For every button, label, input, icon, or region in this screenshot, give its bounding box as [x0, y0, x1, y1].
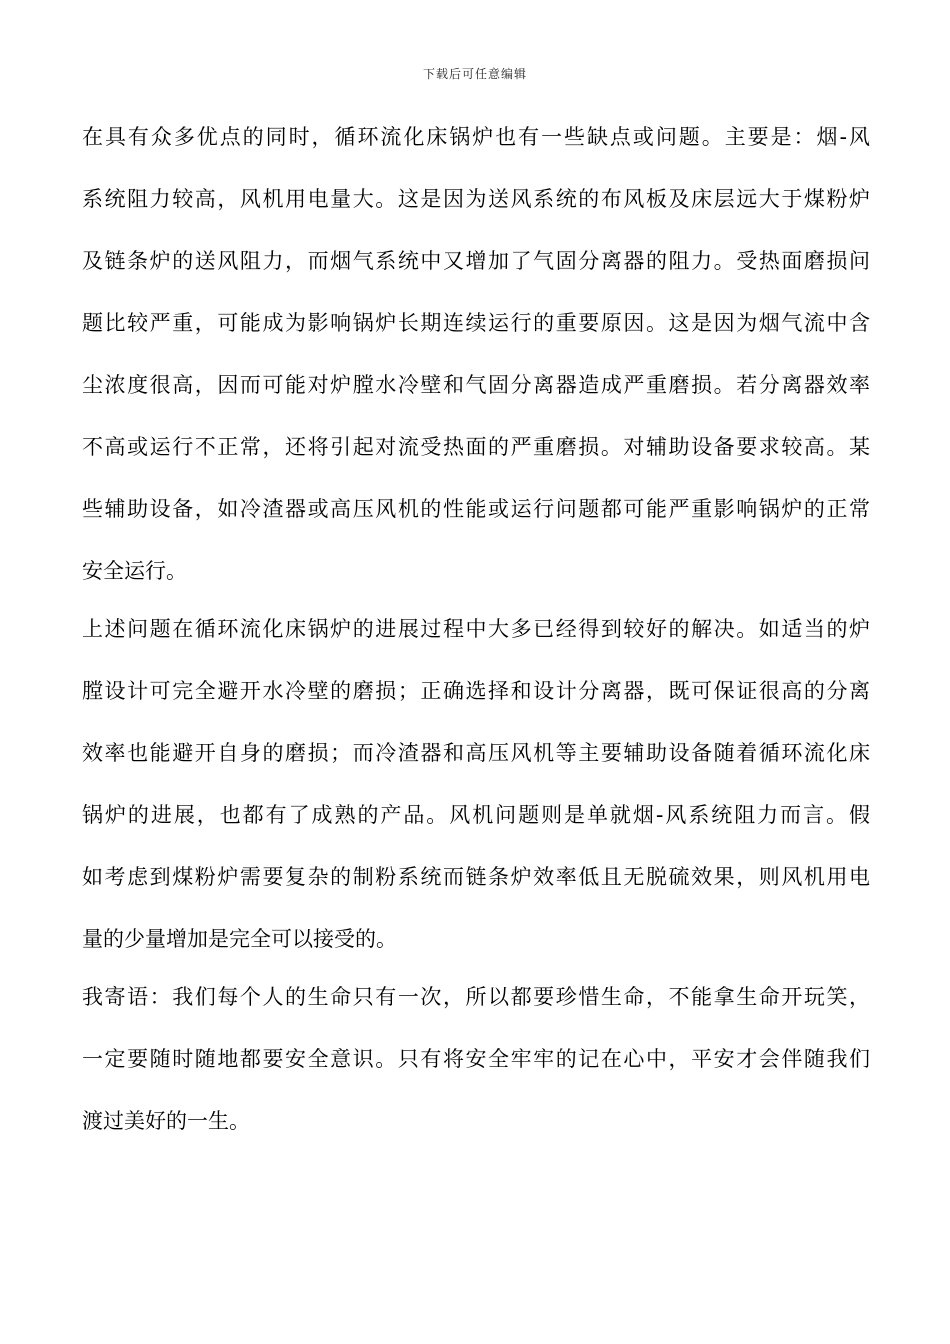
paragraph-line: 渡过美好的一生。 — [82, 1109, 250, 1133]
paragraph-line: 量的少量增加是完全可以接受的。 — [82, 927, 397, 951]
paragraph-line: 上述问题在循环流化床锅炉的进展过程中大多已经得到较好的解决。如适当的炉 — [82, 617, 870, 641]
paragraph-3 — [82, 966, 870, 1152]
paragraph-line: 效率也能避开自身的磨损；而冷渣器和高压风机等主要辅助设备随着循环流化床 — [82, 741, 870, 765]
paragraph-line: 安全运行。 — [82, 559, 187, 583]
paragraph-line: 如考虑到煤粉炉需要复杂的制粉系统而链条炉效率低且无脱硫效果，则风机用电 — [82, 865, 870, 889]
paragraph-line: 不高或运行不正常，还将引起对流受热面的严重磨损。对辅助设备要求较高。某 — [82, 435, 870, 459]
paragraph-line: 及链条炉的送风阻力，而烟气系统中又增加了气固分离器的阻力。受热面磨损问 — [82, 249, 870, 273]
paragraph-line: 题比较严重，可能成为影响锅炉长期连续运行的重要原因。这是因为烟气流中含 — [82, 311, 870, 335]
paragraph-line: 尘浓度很高，因而可能对炉膛水冷壁和气固分离器造成严重磨损。若分离器效率 — [82, 373, 870, 397]
paragraph-line: 我寄语：我们每个人的生命只有一次，所以都要珍惜生命，不能拿生命开玩笑， — [82, 985, 870, 1009]
document-body — [82, 106, 870, 1152]
paragraph-line: 一定要随时随地都要安全意识。只有将安全牢牢的记在心中，平安才会伴随我们 — [82, 1047, 870, 1071]
paragraph-line: 在具有众多优点的同时，循环流化床锅炉也有一些缺点或问题。主要是：烟-风 — [82, 125, 870, 149]
paragraph-2 — [82, 598, 870, 970]
header-note: 下载后可任意编辑 — [422, 67, 527, 81]
paragraph-line: 膛设计可完全避开水冷壁的磨损；正确选择和设计分离器，既可保证很高的分离 — [82, 679, 870, 703]
paragraph-line: 系统阻力较高，风机用电量大。这是因为送风系统的布风板及床层远大于煤粉炉 — [82, 187, 870, 211]
paragraph-1 — [82, 106, 870, 602]
paragraph-line: 锅炉的进展，也都有了成熟的产品。风机问题则是单就烟-风系统阻力而言。假 — [82, 803, 870, 827]
paragraph-line: 些辅助设备，如冷渣器或高压风机的性能或运行问题都可能严重影响锅炉的正常 — [82, 497, 870, 521]
